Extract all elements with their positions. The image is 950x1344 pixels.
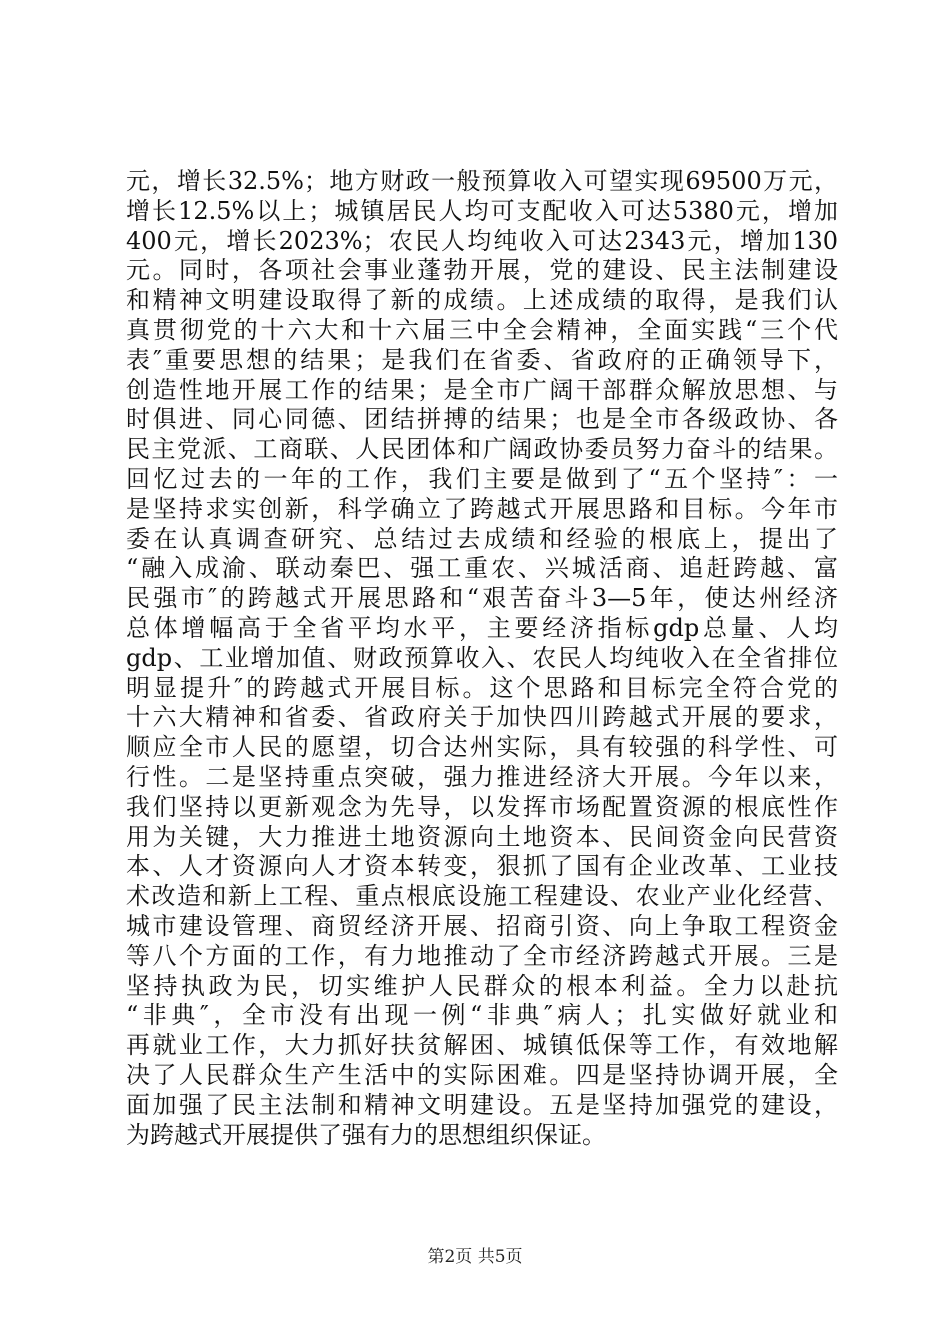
text-line: gdp、工业增加值、财政预算收入、农民人均纯收入在全省排位 <box>126 643 838 672</box>
text-line: 回忆过去的一年的工作，我们主要是做到了“五个坚持″：一 <box>126 464 838 493</box>
text-line: 元。同时，各项社会事业蓬勃开展，党的建设、民主法制建设 <box>126 256 838 285</box>
text-line: 总体增幅高于全省平均水平，主要经济指标gdp总量、人均 <box>126 613 838 642</box>
text-line: 用为关键，大力推进土地资源向土地资本、民间资金向民营资 <box>126 822 838 851</box>
text-line: 为跨越式开展提供了强有力的思想组织保证。 <box>126 1120 606 1149</box>
text-line: 和精神文明建设取得了新的成绩。上述成绩的取得，是我们认 <box>126 286 838 315</box>
text-line: 民主党派、工商联、人民团体和广阔政协委员努力奋斗的结果。 <box>126 435 838 464</box>
text-line: 是坚持求实创新，科学确立了跨越式开展思路和目标。今年市 <box>126 494 838 523</box>
text-line: 表″重要思想的结果；是我们在省委、省政府的正确领导下， <box>126 345 838 374</box>
text-line: 术改造和新上工程、重点根底设施工程建设、农业产业化经营、 <box>126 882 838 911</box>
page-footer: 第2页 共5页 <box>427 1247 523 1267</box>
text-line: 本、人才资源向人才资本转变，狠抓了国有企业改革、工业技 <box>126 852 838 881</box>
text-line: 增长12.5%以上；城镇居民人均可支配收入可达5380元，增加 <box>126 196 838 225</box>
text-line: “融入成渝、联动秦巴、强工重农、兴城活商、追赶跨越、富 <box>126 554 838 583</box>
text-line: 我们坚持以更新观念为先导，以发挥市场配置资源的根底性作 <box>126 792 838 821</box>
text-line: 顺应全市人民的愿望，切合达州实际，具有较强的科学性、可 <box>126 733 838 762</box>
text-line: 等八个方面的工作，有力地推动了全市经济跨越式开展。三是 <box>126 941 838 970</box>
text-line: 城市建设管理、商贸经济开展、招商引资、向上争取工程资金 <box>126 911 838 940</box>
text-line: 时俱进、同心同德、团结拼搏的结果；也是全市各级政协、各 <box>126 405 838 434</box>
text-line: 十六大精神和省委、省政府关于加快四川跨越式开展的要求， <box>126 703 838 732</box>
text-line: 400元，增长2023%；农民人均纯收入可达2343元，增加130 <box>126 226 838 255</box>
text-line: 面加强了民主法制和精神文明建设。五是坚持加强党的建设， <box>126 1090 838 1119</box>
text-line: 真贯彻党的十六大和十六届三中全会精神，全面实践“三个代 <box>126 315 838 344</box>
text-line: 元，增长32.5%；地方财政一般预算收入可望实现69500万元， <box>126 167 838 195</box>
text-line: “非典″，全市没有出现一例“非典″病人；扎实做好就业和 <box>126 1001 838 1030</box>
body-text <box>126 167 838 1150</box>
text-line: 明显提升″的跨越式开展目标。这个思路和目标完全符合党的 <box>126 673 838 702</box>
text-line: 创造性地开展工作的结果；是全市广阔干部群众解放思想、与 <box>126 375 838 404</box>
text-line: 委在认真调查研究、总结过去成绩和经验的根底上，提出了 <box>126 524 838 553</box>
text-line: 坚持执政为民，切实维护人民群众的根本利益。全力以赴抗 <box>126 971 838 1000</box>
text-line: 民强市″的跨越式开展思路和“艰苦奋斗3—5年，使达州经济 <box>126 584 838 613</box>
text-line: 决了人民群众生产生活中的实际困难。四是坚持协调开展，全 <box>126 1060 838 1089</box>
text-line: 再就业工作，大力抓好扶贫解困、城镇低保等工作，有效地解 <box>126 1031 838 1060</box>
text-line: 行性。二是坚持重点突破，强力推进经济大开展。今年以来， <box>126 762 838 791</box>
